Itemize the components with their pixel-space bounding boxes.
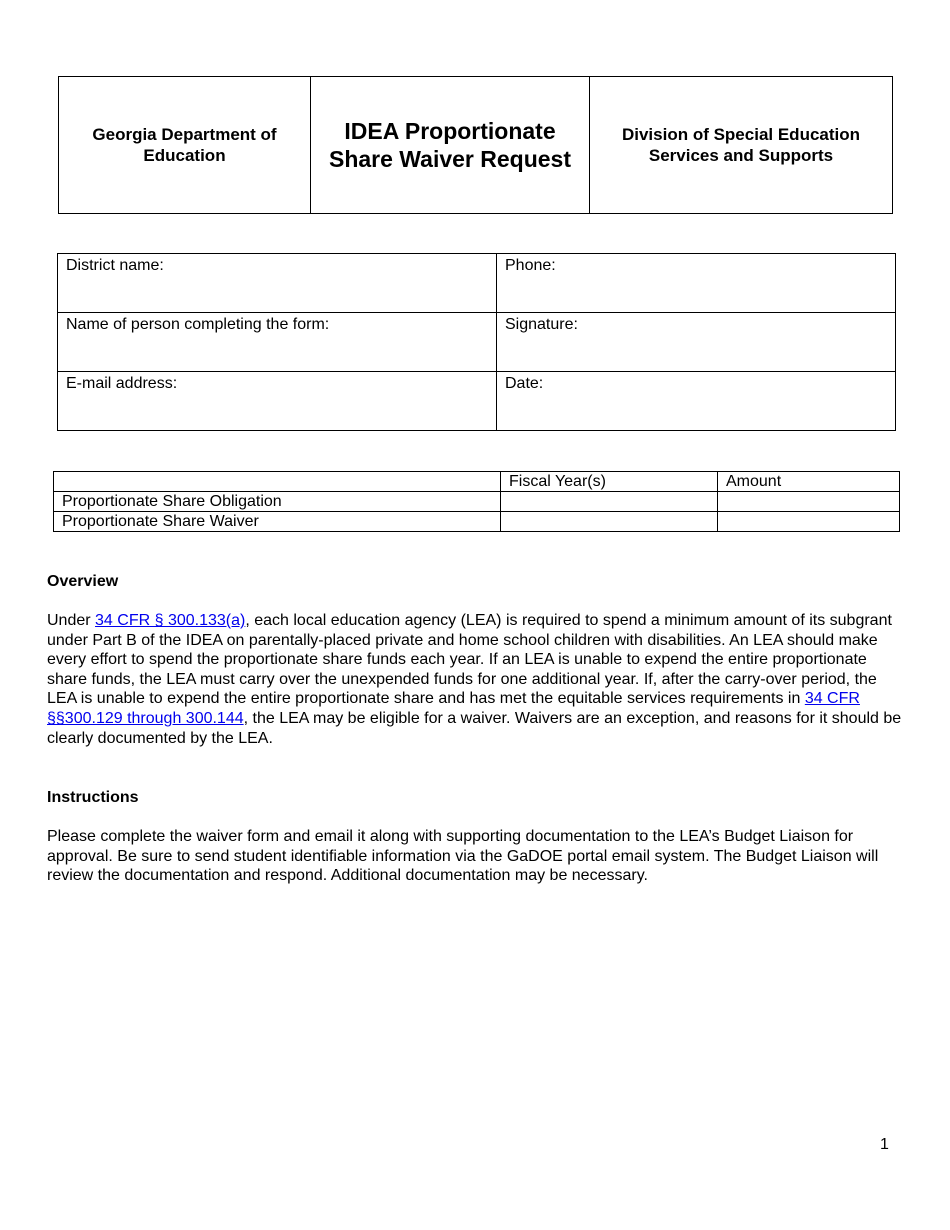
table-row <box>54 492 900 512</box>
waiver-fiscal-year-cell[interactable] <box>501 512 718 532</box>
waiver-amount-cell[interactable] <box>718 512 900 532</box>
header-cell-amount: Amount <box>718 472 900 492</box>
contact-info-table <box>57 253 896 431</box>
overview-paragraph <box>47 611 903 748</box>
overview-text-body: , each local education agency (LEA) is required to spend a minimum amount of its subgrant under Part B of the IDEA on parentally-placed private and home school children with disabilities. An LEA should make every effort to spend the proportionate share funds each year. If an LEA is unable to expend the entire proportionate share funds, the LEA must carry over the unexpended funds for one additional year. If, after the carry-over period, the LEA is unable to expend the entire proportionate share and has met the equitable services requirements in <box>47 612 892 708</box>
cfr-300-129-link[interactable]: 34 CFR §§300.129 through 300.144 <box>47 690 860 727</box>
table-row <box>54 512 900 532</box>
overview-text-end: , the LEA may be eligible for a waiver. Waivers are an exception, and reasons for it should be clearly documented by the LEA. <box>47 709 902 747</box>
proportionate-share-table <box>53 471 900 532</box>
division-name: Division of Special Education Services and Supports <box>590 77 893 214</box>
instructions-paragraph: Please complete the waiver form and email it along with supporting documentation to the LEA’s Budget Liaison for approval. Be sure to send student identifiable information via the GaDOE portal email system. The Budget Liaison will review the documentation and respond. Additional documentation may be necessary. <box>47 828 879 885</box>
instructions-heading: Instructions <box>47 789 139 806</box>
overview-heading: Overview <box>47 573 119 590</box>
header-cell-blank <box>54 472 501 492</box>
date-field[interactable]: Date: <box>497 372 896 431</box>
cfr-300-133-link[interactable]: 34 CFR § 300.133(a) <box>95 612 246 629</box>
form-header <box>58 76 893 214</box>
obligation-amount-cell[interactable] <box>718 492 900 512</box>
signature-field[interactable]: Signature: <box>497 313 896 372</box>
agency-name: Georgia Department of Education <box>59 77 311 214</box>
table-row <box>58 313 896 372</box>
overview-text-intro: Under <box>47 612 96 629</box>
table-row <box>58 254 896 313</box>
district-name-field[interactable]: District name: <box>58 254 497 313</box>
person-name-field[interactable]: Name of person completing the form: <box>58 313 497 372</box>
email-field[interactable]: E-mail address: <box>58 372 497 431</box>
header-cell-fiscal-year: Fiscal Year(s) <box>501 472 718 492</box>
form-title: IDEA Proportionate Share Waiver Request <box>311 77 590 214</box>
phone-field[interactable]: Phone: <box>497 254 896 313</box>
page-number: 1 <box>880 1136 889 1153</box>
table-header-row <box>54 472 900 492</box>
row-label-obligation: Proportionate Share Obligation <box>54 492 501 512</box>
row-label-waiver: Proportionate Share Waiver <box>54 512 501 532</box>
table-row <box>58 372 896 431</box>
obligation-fiscal-year-cell[interactable] <box>501 492 718 512</box>
